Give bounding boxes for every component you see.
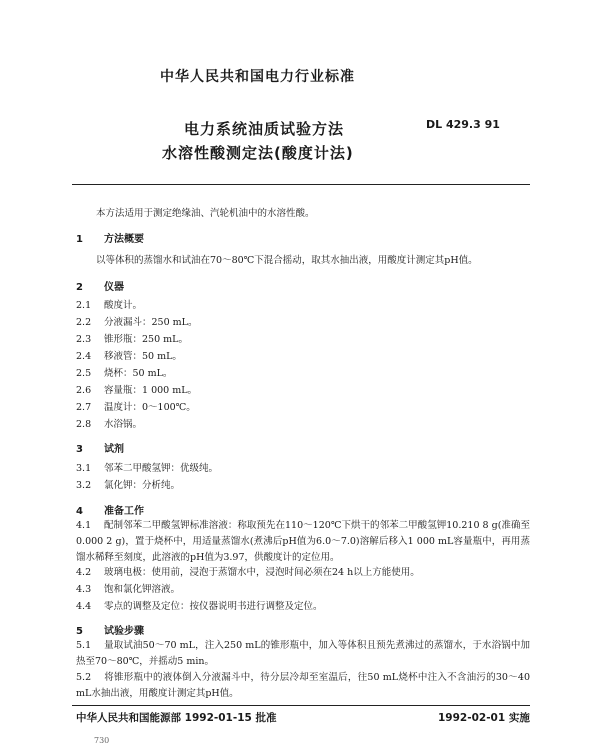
implementation-date: 1992-02-01 实施: [438, 712, 530, 724]
section-title: 方法概要: [104, 234, 144, 245]
paragraph-4-1: 4.1 配制邻苯二甲酸氢钾标准溶液：称取预先在110～120℃下烘干的邻苯二甲酸氢钾10.210 8 g(准确至0.000 2 g)，置于烧杯中，用适量蒸馏水(煮沸后pH值为6.0～7.0)溶解后移入1 000 mL容量瓶中，再用蒸馏水稀释至刻度，此溶液的pH值为3.97，供酸度计的定位用。: [76, 520, 530, 563]
paragraph-5-2: 5.2 将锥形瓶中的液体倒入分液漏斗中，待分层冷却至室温后，往50 mL烧杯中注入不含油污的30～40 mL水抽出液，用酸度计测定其pH值。: [76, 672, 530, 699]
section-number: 5: [76, 626, 83, 637]
section-number: 2: [76, 282, 83, 293]
footer-rule: [72, 705, 530, 706]
org-header: 中华人民共和国电力行业标准: [160, 69, 355, 85]
paragraph-4-4: 4.4 零点的调整及定位：按仪器说明书进行调整及定位。: [76, 601, 323, 612]
section-title: 仪器: [104, 282, 124, 293]
list-item: 2.5 烧杯：50 mL。: [76, 368, 173, 379]
list-item: 2.7 温度计：0～100℃。: [76, 402, 196, 413]
section-2-heading: [76, 278, 124, 293]
list-item: 2.1 酸度计。: [76, 300, 143, 311]
paragraph-4-2: 4.2 玻璃电极：使用前，浸泡于蒸馏水中，浸泡时间必须在24 h以上方能使用。: [76, 567, 420, 578]
list-item: 3.1 邻苯二甲酸氢钾：优级纯。: [76, 463, 219, 474]
list-item: 3.2 氯化钾：分析纯。: [76, 480, 181, 491]
standard-code: DL 429.3 91: [426, 118, 500, 131]
list-item: 2.8 水浴锅。: [76, 419, 143, 430]
section-number: 1: [76, 234, 83, 245]
paragraph-5-1: 5.1 量取试油50～70 mL，注入250 mL的锥形瓶中，加入等体积且预先煮沸过的蒸馏水，于水浴锅中加热至70～80℃，并摇动5 min。: [76, 640, 530, 667]
page-number: 730: [94, 736, 110, 745]
section-4-heading: [76, 502, 144, 517]
title-line-2: 水溶性酸测定法(酸度计法): [162, 144, 354, 162]
title-line-1: 电力系统油质试验方法: [184, 120, 345, 138]
approval-text: 中华人民共和国能源部 1992-01-15 批准: [76, 712, 277, 724]
section-title: 准备工作: [104, 506, 144, 517]
intro-text: 本方法适用于测定绝缘油、汽轮机油中的水溶性酸。: [96, 208, 315, 219]
section-number: 4: [76, 506, 83, 517]
list-item: 2.4 移液管：50 mL。: [76, 351, 182, 362]
section-1-heading: [76, 230, 144, 245]
list-item: 2.3 锥形瓶：250 mL。: [76, 334, 188, 345]
list-item: 2.6 容量瓶：1 000 mL。: [76, 385, 198, 396]
section-1-text: 以等体积的蒸馏水和试油在70～80℃下混合摇动，取其水抽出液，用酸度计测定其pH值。: [96, 255, 478, 266]
section-title: 试验步骤: [104, 626, 144, 637]
section-title: 试剂: [104, 444, 124, 455]
paragraph-4-3: 4.3 饱和氯化钾溶液。: [76, 584, 181, 595]
section-3-heading: [76, 440, 124, 455]
list-item: 2.2 分液漏斗：250 mL。: [76, 317, 198, 328]
header-rule: [72, 184, 530, 185]
section-number: 3: [76, 444, 83, 455]
section-5-heading: [76, 622, 144, 637]
